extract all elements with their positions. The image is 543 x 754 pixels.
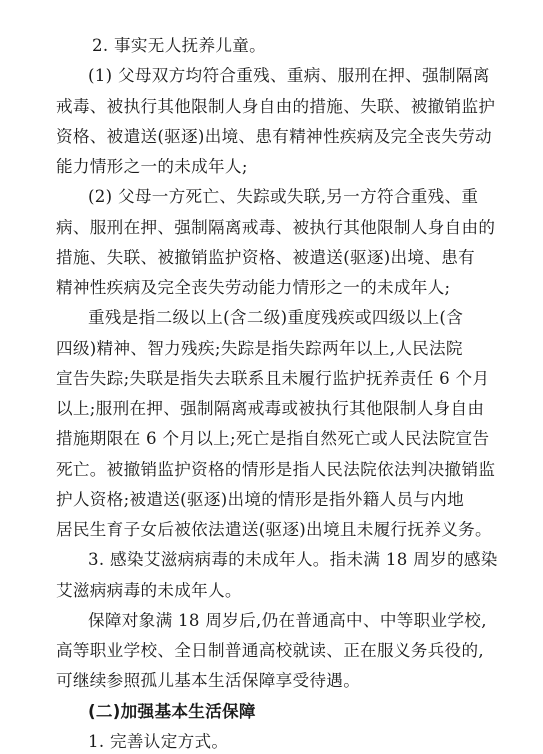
paragraph-1-line-3: 资格、被遣送(驱逐)出境、患有精神性疾病及完全丧失劳动 — [56, 127, 492, 146]
paragraph-1-line-4: 能力情形之一的未成年人; — [56, 157, 248, 176]
section-heading: (二)加强基本生活保障 — [88, 702, 256, 721]
item-3-line-1: 3. 感染艾滋病病毒的未成年人。指未满 18 周岁的感染 — [88, 550, 498, 569]
paragraph-3-line-7: 护人资格;被遣送(驱逐)出境的情形是指外籍人员与内地 — [56, 490, 464, 509]
item-1-heading: 1. 完善认定方式。 — [88, 732, 229, 751]
paragraph-3-line-8: 居民生育子女后被依法遣送(驱逐)出境且未履行抚养义务。 — [56, 520, 492, 539]
paragraph-2-line-4: 精神性疾病及完全丧失劳动能力情形之一的未成年人; — [56, 278, 451, 297]
paragraph-3-line-5: 措施期限在 6 个月以上;死亡是指自然死亡或人民法院宣告 — [56, 429, 490, 448]
paragraph-2-line-2: 病、服刑在押、强制隔离戒毒、被执行其他限制人身自由的 — [56, 218, 496, 237]
paragraph-3-line-4: 以上;服刑在押、强制隔离戒毒或被执行其他限制人身自由 — [56, 399, 485, 418]
paragraph-4-line-3: 可继续参照孤儿基本生活保障享受待遇。 — [56, 671, 361, 690]
paragraph-3-line-2: 四级)精神、智力残疾;失踪是指失踪两年以上,人民法院 — [56, 339, 463, 358]
paragraph-2-line-3: 措施、失联、被撤销监护资格、被遣送(驱逐)出境、患有 — [56, 248, 475, 267]
paragraph-4-line-2: 高等职业学校、全日制普通高校就读、正在服义务兵役的, — [56, 641, 484, 660]
item-3-line-2: 艾滋病病毒的未成年人。 — [56, 581, 242, 600]
paragraph-1-line-1: (1) 父母双方均符合重残、重病、服刑在押、强制隔离 — [88, 66, 490, 85]
paragraph-2-line-1: (2) 父母一方死亡、失踪或失联,另一方符合重残、重 — [88, 187, 479, 206]
item-2-heading: 2. 事实无人抚养儿童。 — [92, 36, 267, 55]
paragraph-3-line-1: 重残是指二级以上(含二级)重度残疾或四级以上(含 — [88, 308, 464, 327]
paragraph-4-line-1: 保障对象满 18 周岁后,仍在普通高中、中等职业学校, — [88, 611, 487, 630]
paragraph-1-line-2: 戒毒、被执行其他限制人身自由的措施、失联、被撤销监护 — [56, 97, 496, 116]
paragraph-3-line-3: 宣告失踪;失联是指失去联系且未履行监护抚养责任 6 个月 — [56, 369, 490, 388]
paragraph-3-line-6: 死亡。被撤销监护资格的情形是指人民法院依法判决撤销监 — [56, 460, 496, 479]
